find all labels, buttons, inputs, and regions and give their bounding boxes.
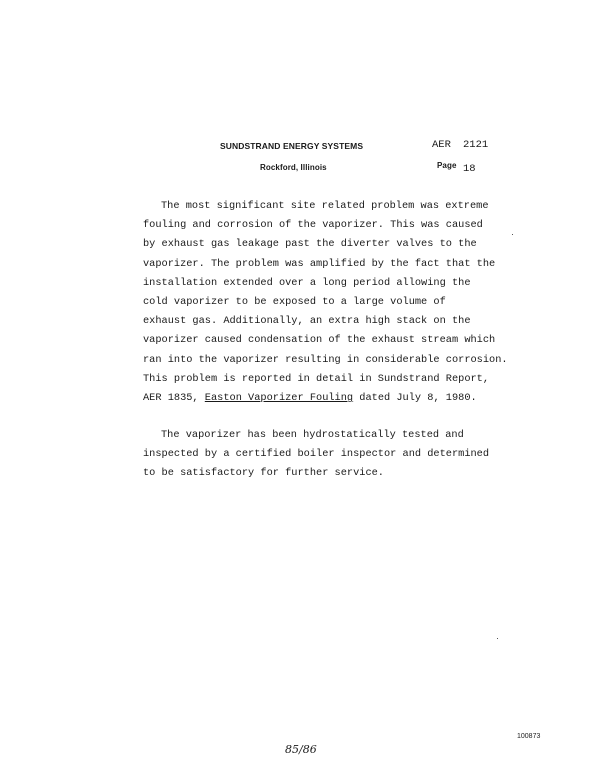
text-line: cold vaporizer to be exposed to a large volume of (143, 296, 446, 309)
text-line: installation extended over a long period allowing the (143, 276, 471, 289)
page-number: 18 (463, 163, 476, 175)
handwritten-page-mark: 85/86 (285, 743, 317, 756)
text-line: The most significant site related problem was extreme (161, 200, 489, 212)
report-title: Easton Vaporizer Fouling (204, 392, 354, 405)
reference-suffix: dated July 8, 1980. (353, 392, 477, 405)
text-line: This problem is reported in detail in Sundstrand Report, (143, 372, 490, 385)
report-label: AER (432, 139, 451, 151)
scan-speck (497, 638, 498, 639)
scan-speck (512, 234, 513, 235)
text-line: inspected by a certified boiler inspector and determined (143, 448, 490, 461)
text-line: by exhaust gas leakage past the diverter valves to the (143, 238, 477, 251)
company-location: Rockford, Illinois (260, 163, 327, 172)
text-line: vaporizer caused condensation of the exhaust stream which (143, 334, 496, 347)
text-line: vaporizer. The problem was amplified by the fact that the (143, 257, 496, 270)
reference-prefix: AER 1835, (143, 392, 205, 405)
text-line: exhaust gas. Additionally, an extra high stack on the (143, 315, 471, 328)
text-line: ran into the vaporizer resulting in considerable corrosion. (143, 353, 508, 366)
text-line: fouling and corrosion of the vaporizer. This was caused (143, 219, 483, 232)
text-line: The vaporizer has been hydrostatically tested and (161, 429, 464, 441)
company-name: SUNDSTRAND ENERGY SYSTEMS (220, 141, 364, 151)
text-line-reference (143, 389, 543, 408)
report-number: 2121 (463, 139, 489, 151)
paragraph-site-problem (143, 197, 543, 408)
text-line: to be satisfactory for further service. (143, 467, 384, 480)
page-label: Page (437, 161, 457, 170)
paragraph-vaporizer-tested (143, 426, 543, 484)
document-id: 100873 (517, 733, 541, 740)
